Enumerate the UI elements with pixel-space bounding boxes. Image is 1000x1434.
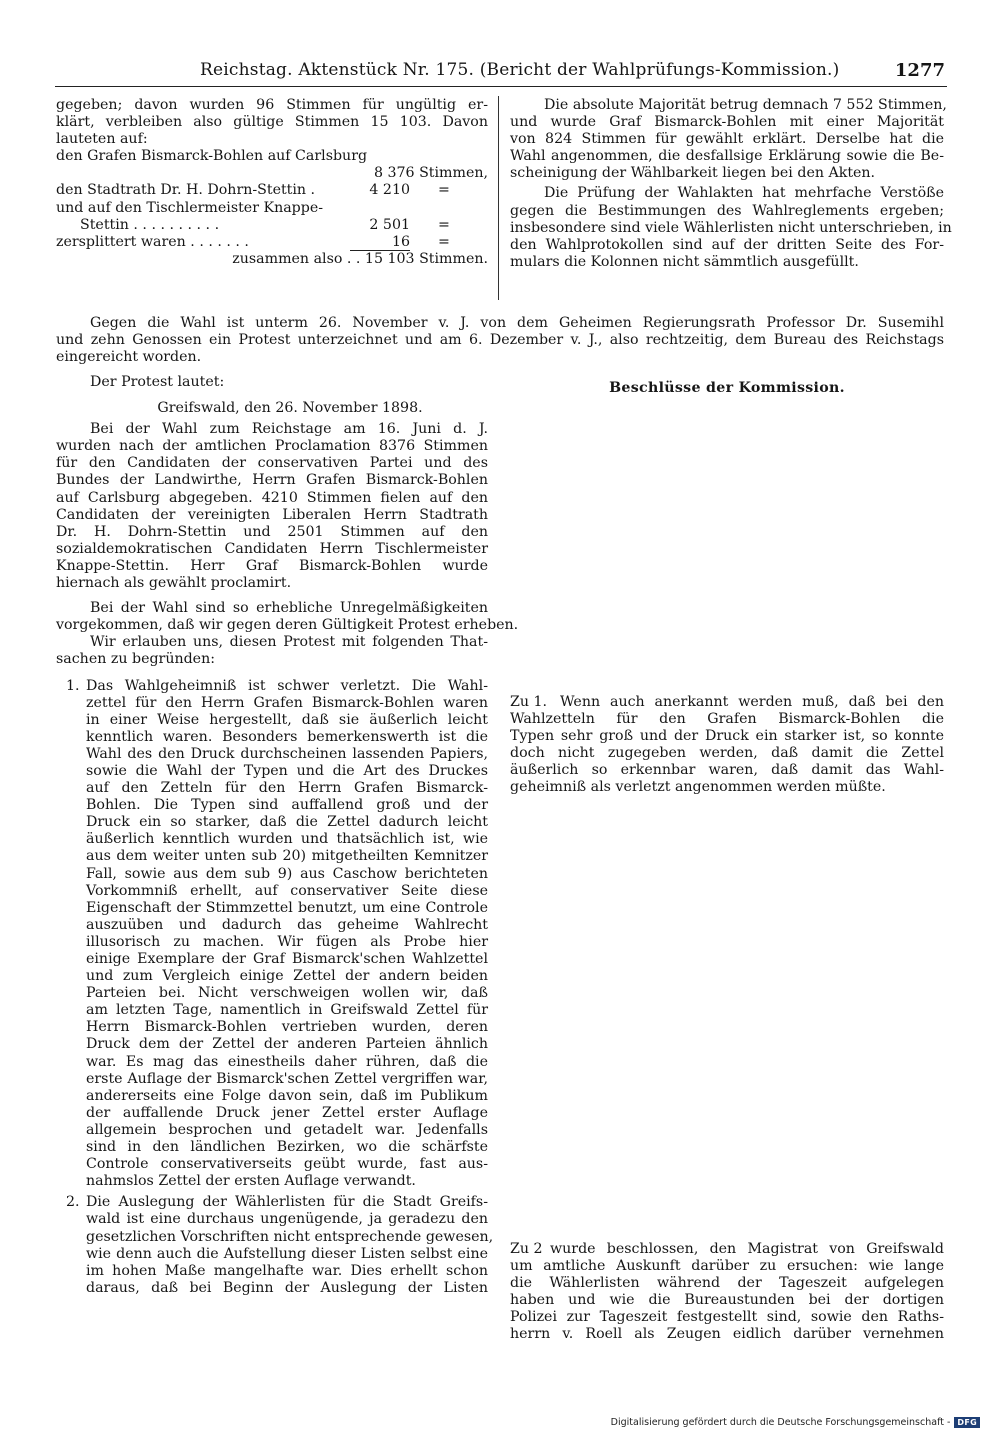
knappe-votes: 2 501 xyxy=(369,216,410,233)
para-line: wurden nach der amtlichen Proclamation 8376 Stimmen xyxy=(56,438,488,455)
place-date: Greifswald, den 26. November 1898. xyxy=(157,400,423,417)
item-line: auf den Zetteln für den Herrn Grafen Bismarck- xyxy=(86,780,488,797)
para-line: sachen zu begründen: xyxy=(56,651,215,668)
page-number: 1277 xyxy=(894,60,945,81)
protest-paragraph xyxy=(56,421,488,592)
para-line: auf Carlsburg abgegeben. 4210 Stimmen fielen auf den xyxy=(56,489,488,506)
protest-intro-line: Gegen die Wahl ist unterm 26. November v. J. von dem Geheimen Regierungsrath Professor Dr. Susemihl xyxy=(90,315,944,331)
item-line: gesetzlichen Vorschriften nicht entsprechende gewesen, xyxy=(86,1228,494,1245)
item-line: äußerlich kenntlich wurden und thatsächlich ist, wie xyxy=(86,831,488,848)
decision-line: wurde beschlossen, den Magistrat von Greifswald xyxy=(550,1241,944,1257)
para-line: Wir erlauben uns, diesen Protest mit folgenden That- xyxy=(90,634,488,651)
decision-line: haben und wie die Bureaustunden bei der dortigen xyxy=(510,1292,944,1309)
findings-line: mulars die Kolonnen nicht sämmtlich ausgefüllt. xyxy=(510,253,859,270)
protest-intro-line: eingereicht worden. xyxy=(56,349,202,366)
item-line: Wahl des den Druck durchscheinen lassenden Papiers, xyxy=(86,745,488,762)
majority-line: von 824 Stimmen für gewählt erklärt. Derselbe hat die xyxy=(510,131,944,148)
para-line: hiernach als gewählt proclamirt. xyxy=(56,575,292,592)
running-header xyxy=(200,60,945,84)
findings-line: gegen die Bestimmungen des Wahlreglements ergeben; xyxy=(510,202,944,219)
findings-line: den Wahlprotokollen sind auf der dritten Seite des For- xyxy=(510,236,944,253)
item-line: Controle conservativerseits geübt wurde, fast aus- xyxy=(86,1156,488,1173)
knappe-label-2: Stettin . . . . . . . . . . xyxy=(80,216,220,233)
para-line: sozialdemokratischen Candidaten Herrn Tischlermeister xyxy=(56,540,488,557)
item-line: aus dem weiter unten sub 20) mitgetheilten Kemnitzer xyxy=(86,848,488,865)
item-line: einige Exemplare der Graf Bismarck'schen Wahlzettel xyxy=(86,951,488,967)
para-line: vorgekommen, daß wir gegen deren Gültigkeit Protest erheben. xyxy=(56,617,519,634)
ditto-mark: = xyxy=(438,233,450,250)
decision-line: Wahlzetteln für den Grafen Bismarck-Bohlen die xyxy=(510,711,944,728)
protest-label: Der Protest lautet: xyxy=(90,374,225,390)
majority-line: Wahl angenommen, die desfallsige Erklärung sowie die Be- xyxy=(510,148,944,165)
item-line: war. Es mag das einestheils daher rühren, daß die xyxy=(86,1053,488,1070)
para-line: Bei der Wahl sind so erhebliche Unregelmäßigkeiten xyxy=(90,600,488,617)
item-line: Die Auslegung der Wählerlisten für die Stadt Greifs- xyxy=(86,1194,488,1211)
findings-line: insbesondere sind viele Wählerlisten nicht unterschrieben, in xyxy=(510,219,952,236)
dohrn-votes: 4 210 xyxy=(369,182,410,199)
majority-line: scheinigung der Wählbarkeit liegen bei den Akten. xyxy=(510,165,876,182)
item-line: in einer Weise hergestellt, daß sie äußerlich leicht xyxy=(86,711,488,728)
protest-column xyxy=(56,374,519,1297)
zersplittert-votes: 16 xyxy=(350,234,410,251)
column-divider xyxy=(498,96,499,300)
item-line: illusorisch zu machen. Wir fügen als Probe hier xyxy=(86,933,488,950)
item-line: Bohlen. Die Typen sind auffallend groß und der xyxy=(86,797,488,814)
item-line: Druck dem der Zettel der anderen Parteien ähnlich xyxy=(86,1036,488,1053)
tally-row-dohrn xyxy=(56,182,488,199)
decision-line: äußerlich so erkennbar waren, daß damit das Wahl- xyxy=(510,762,944,779)
decision-zu-2 xyxy=(510,1241,944,1344)
dfg-logo: DFG xyxy=(954,1417,980,1428)
item-line: Druck ein so starker, daß die Zettel dadurch leicht xyxy=(86,814,488,831)
item-line: Das Wahlgeheimniß ist schwer verletzt. Die Wahl- xyxy=(86,677,488,694)
item-line: wie denn auch die Aufstellung dieser Listen selbst eine xyxy=(86,1245,488,1262)
zersplittert-label: zersplittert waren . . . . . . . xyxy=(56,233,249,250)
item-line: wald ist eine durchaus ungenügende, ja geradezu den xyxy=(86,1211,488,1228)
ditto-mark: = xyxy=(438,182,450,199)
decision-label: Zu 1. xyxy=(510,694,548,710)
item-line: der auffallende Druck jener Zettel erster Auflage xyxy=(86,1104,488,1121)
item-number: 2. xyxy=(66,1194,80,1211)
item-line: erste Auflage der Bismarck'schen Zettel vergriffen war, xyxy=(86,1070,488,1087)
commission-heading-area xyxy=(510,374,944,414)
para-line: Bundes der Landwirthe, Herrn Grafen Bismarck-Bohlen xyxy=(56,472,488,489)
tally-row-zersplittert xyxy=(56,234,488,251)
header-title: Reichstag. Aktenstück Nr. 175. (Bericht der Wahlprüfungs-Kommission.) xyxy=(200,60,840,80)
item-line: sind in den ländlichen Bezirken, wo die schärfste xyxy=(86,1139,488,1156)
item-line: im hohen Maße mangelhafte war. Dies erhellt schon xyxy=(86,1262,488,1279)
digitization-footer xyxy=(611,1417,980,1428)
grafen-votes: 8 376 Stimmen, xyxy=(373,165,488,182)
tally-total: zusammen also . . 15 103 Stimmen. xyxy=(232,250,488,267)
decision-line: doch nicht zugegeben werden, daß damit die Zettel xyxy=(510,745,944,762)
item-line: am letzten Tage, namentlich in Greifswald Zettel für xyxy=(86,1002,488,1019)
footer-text: Digitalisierung gefördert durch die Deutsche Forschungsgemeinschaft - xyxy=(610,1417,951,1428)
tally-row-knappe xyxy=(56,217,488,234)
para-line: Dr. H. Dohrn-Stettin und 2501 Stimmen auf den xyxy=(56,523,488,540)
grafen-label: den Grafen Bismarck-Bohlen auf Carlsburg xyxy=(56,148,368,165)
ditto-mark: = xyxy=(438,216,450,233)
item-line: sowie die Wahl der Typen und die Art des Druckes xyxy=(86,762,488,779)
tally-intro-line: klärt, verbleiben also gültige Stimmen 15 103. Davon xyxy=(56,114,488,131)
item-line: andererseits eine Folge davon sein, daß im Publikum xyxy=(86,1087,488,1104)
dohrn-label: den Stadtrath Dr. H. Dohrn-Stettin . xyxy=(56,182,316,199)
para-line: Knappe-Stettin. Herr Graf Bismarck-Bohlen wurde xyxy=(56,557,488,574)
item-line: kenntlich waren. Besonders bemerkenswerth ist die xyxy=(86,728,488,745)
commission-heading: Beschlüsse der Kommission. xyxy=(609,380,845,396)
decision-line: um amtliche Auskunft darüber zu ersuchen: wie lange xyxy=(510,1258,944,1275)
decision-line: herrn v. Roell als Zeugen eidlich darüber vernehmen xyxy=(510,1326,944,1343)
item-line: Parteien bei. Nicht verschweigen wollen wir, daß xyxy=(86,985,488,1002)
item-line: Fall, sowie aus dem sub 9) aus Caschow berichteten xyxy=(86,865,488,882)
decision-1 xyxy=(510,694,944,711)
para-line: Candidaten der vereinigten Liberalen Herrn Stadtrath xyxy=(56,506,488,523)
header-rule xyxy=(55,86,947,87)
decision-zu-1 xyxy=(510,694,944,797)
majority-block xyxy=(510,97,952,271)
tally-intro-line: gegeben; davon wurden 96 Stimmen für ungültig er- xyxy=(56,97,488,113)
knappe-label-1: und auf den Tischlermeister Knappe- xyxy=(56,199,324,216)
item-line: zettel für den Herrn Grafen Bismarck-Bohlen waren xyxy=(86,694,488,711)
tally-intro-line: lauteten auf: xyxy=(56,131,148,148)
decision-line: Polizei zur Tageszeit festgestellt sind, sowie den Raths- xyxy=(510,1309,944,1326)
item-line: Eigenschaft der Stimmzettel benutzt, um eine Controle xyxy=(86,899,488,916)
majority-line: und wurde Graf Bismarck-Bohlen mit einer Majorität xyxy=(510,114,944,131)
item-line: Vorkommniß erhellt, auf conservativer Seite diese xyxy=(86,882,488,899)
decision-line: Typen sehr groß und der Druck ein starker ist, so konnte xyxy=(510,728,944,745)
vote-tally-block xyxy=(56,97,488,268)
protest-paragraph xyxy=(56,600,519,668)
item-line: nahmslos Zettel der ersten Auflage verwandt. xyxy=(86,1173,416,1190)
decision-label: Zu 2 xyxy=(510,1241,543,1257)
decision-line: die Wählerlisten während der Tageszeit aufgelegen xyxy=(510,1275,944,1292)
item-line: und zum Vergleich einige Zettel der andern beiden xyxy=(86,968,488,985)
protest-item-2 xyxy=(56,1194,494,1297)
findings-line: Die Prüfung der Wahlakten hat mehrfache Verstöße xyxy=(544,185,944,202)
para-line: Bei der Wahl zum Reichstage am 16. Juni d. J. xyxy=(90,421,488,438)
decision-line: geheimniß als verletzt angenommen werden müßte. xyxy=(510,779,886,796)
item-line: Herrn Bismarck-Bohlen vertrieben wurden, deren xyxy=(86,1019,488,1036)
protest-intro xyxy=(56,315,944,366)
protest-intro-line: und zehn Genossen ein Protest unterzeichnet und am 6. Dezember v. J., also rechtzeitig, dem Bureau des Reichstags xyxy=(56,332,944,349)
item-line: allgemein besprochen und getadelt war. Jedenfalls xyxy=(86,1121,488,1138)
decision-2 xyxy=(510,1241,944,1258)
protest-item-1 xyxy=(56,678,488,1191)
majority-line: Die absolute Majorität betrug demnach 7 552 Stimmen, xyxy=(544,97,947,113)
para-line: für den Candidaten der conservativen Partei und des xyxy=(56,455,488,472)
item-number: 1. xyxy=(66,677,80,694)
decision-line: Wenn auch anerkannt werden muß, daß bei den xyxy=(560,694,944,710)
item-line: auszuüben und dadurch das geheime Wahlrecht xyxy=(86,916,488,933)
item-line: daraus, daß bei Beginn der Auslegung der Listen xyxy=(86,1279,488,1296)
